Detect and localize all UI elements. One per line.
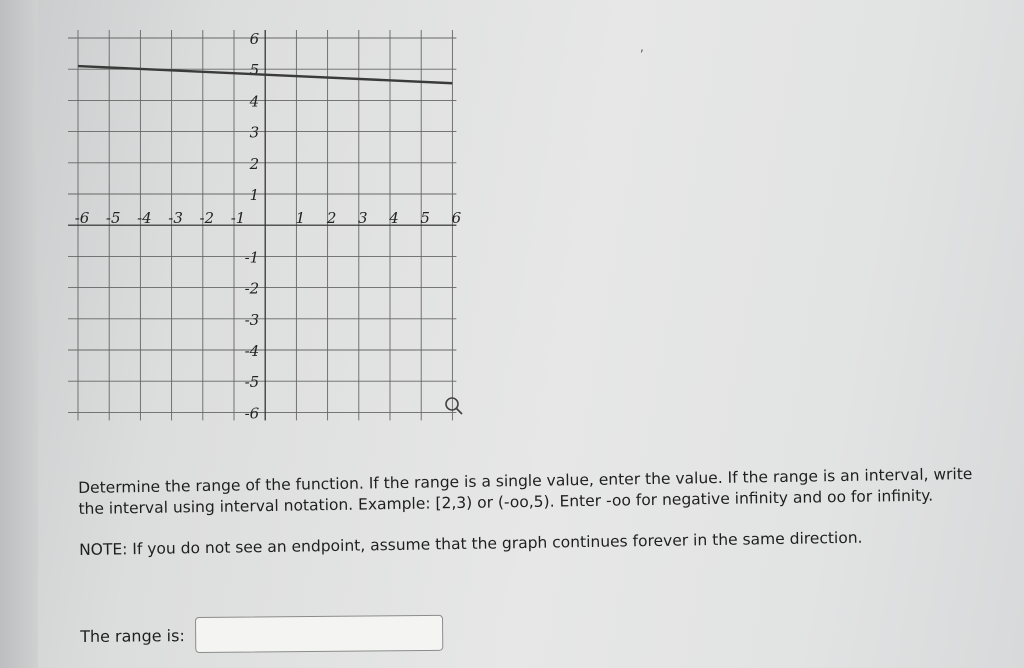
y-tick-label: -2 (244, 279, 260, 298)
x-tick-label: -1 (230, 209, 246, 228)
range-answer-input[interactable] (195, 615, 443, 653)
y-tick-label: -5 (244, 373, 260, 392)
graph-tick-labels (75, 30, 462, 422)
x-tick-label: -3 (168, 209, 183, 228)
question-note: NOTE: If you do not see an endpoint, assume that the graph continues forever in the same direction. (78, 528, 863, 559)
y-tick-label: -6 (244, 404, 260, 423)
function-graph (0, 0, 480, 440)
x-tick-label: -5 (105, 209, 121, 228)
x-tick-label: 6 (451, 209, 462, 228)
magnifier-icon[interactable] (446, 398, 462, 414)
x-tick-label: 3 (358, 209, 368, 228)
x-tick-label: 4 (389, 209, 399, 228)
x-tick-label: -6 (74, 209, 90, 228)
answer-row (80, 615, 443, 654)
x-tick-label: 5 (420, 209, 430, 228)
x-tick-label: -2 (199, 209, 215, 228)
y-tick-label: 6 (249, 30, 260, 48)
x-tick-label: 2 (326, 209, 337, 228)
y-tick-label: 3 (249, 123, 260, 142)
x-tick-label: 1 (295, 209, 306, 228)
y-tick-label: -3 (244, 310, 260, 329)
stray-mark: , (640, 40, 644, 54)
question-text: Determine the range of the function. If the range is a single value, enter the value. If the range is an interval, write the interval using interval notation. Example: [2,3) or (-oo,5). Enter -oo for negative infinity and oo for infinity. (78, 464, 973, 518)
y-tick-label: 2 (249, 154, 260, 173)
y-tick-label: 4 (249, 92, 260, 111)
question-prompt (78, 464, 980, 581)
y-tick-label: 5 (249, 61, 260, 80)
y-tick-label: -4 (244, 342, 260, 360)
y-tick-label: 1 (249, 186, 260, 204)
x-tick-label: -4 (137, 209, 152, 228)
y-tick-label: -1 (244, 248, 260, 267)
answer-label: The range is: (80, 625, 185, 646)
